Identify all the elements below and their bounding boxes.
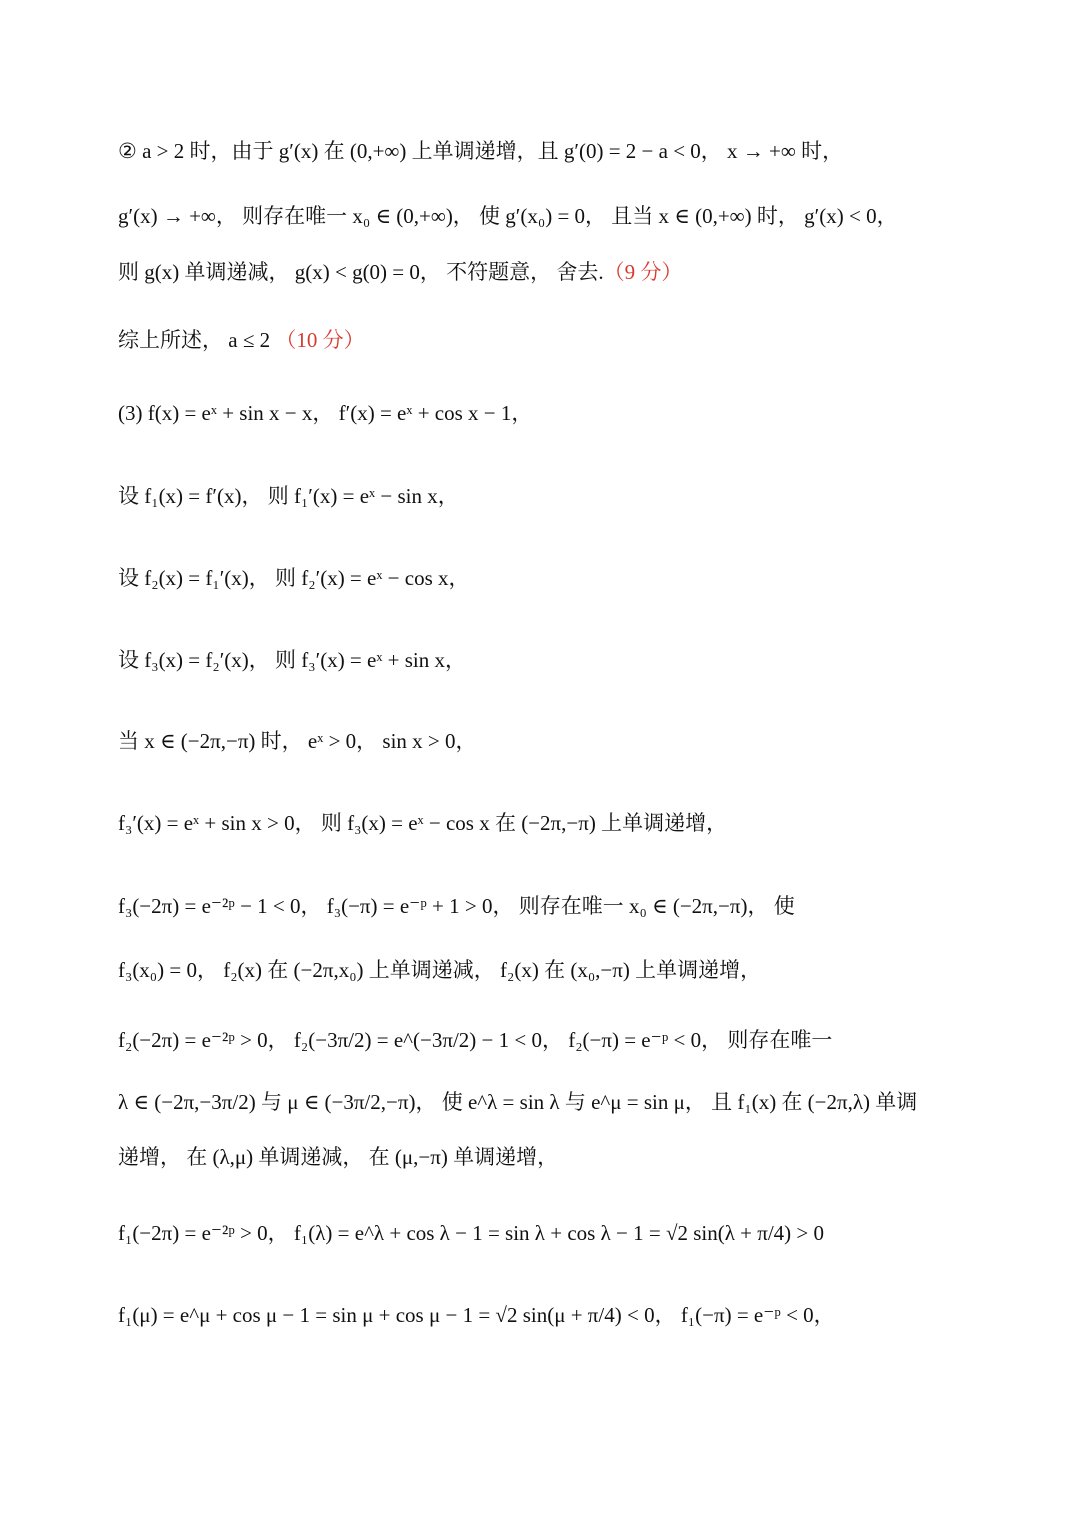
text-line: 设 f₃(x) = f₂′(x)， 则 f₃′(x) = eˣ + sin x， [118, 648, 467, 672]
text-line: f₁(−2π) = e⁻²ᵖ > 0， f₁(λ) = e^λ + cos λ − 1 = sin λ + cos λ − 1 = √2 sin(λ + π/4) > 0 [118, 1221, 825, 1245]
text-line: f₂(−2π) = e⁻²ᵖ > 0， f₂(−3π/2) = e^(−3π/2) − 1 < 0， f₂(−π) = e⁻ᵖ < 0， 则存在唯一 [118, 1028, 833, 1052]
text-line: f₃(x₀) = 0， f₂(x) 在 (−2π,x₀) 上单调递减， f₂(x) 在 (x₀,−π) 上单调递增， [118, 958, 762, 982]
text-line: f₃′(x) = eˣ + sin x > 0， 则 f₃(x) = eˣ − cos x 在 (−2π,−π) 上单调递增， [118, 811, 728, 835]
text-line: (3) f(x) = eˣ + sin x − x， f′(x) = eˣ + cos x − 1， [118, 401, 533, 425]
text-line: 递增， 在 (λ,μ) 单调递减， 在 (μ,−π) 单调递增， [118, 1145, 559, 1169]
score-note: （10 分） [275, 328, 365, 352]
text-line: 设 f₂(x) = f₁′(x)， 则 f₂′(x) = eˣ − cos x， [118, 566, 470, 590]
text-line: f₁(μ) = e^μ + cos μ − 1 = sin μ + cos μ − 1 = √2 sin(μ + π/4) < 0， f₁(−π) = e⁻ᵖ < 0， [118, 1303, 835, 1327]
text-line: g′(x) → +∞， 则存在唯一 x₀ ∈ (0,+∞)， 使 g′(x₀) = 0， 且当 x ∈ (0,+∞) 时， g′(x) < 0， [118, 204, 898, 228]
text-line: 设 f₁(x) = f′(x)， 则 f₁′(x) = eˣ − sin x， [118, 484, 459, 508]
text-line: 当 x ∈ (−2π,−π) 时， eˣ > 0， sin x > 0， [118, 729, 477, 753]
score-note: （9 分） [603, 260, 683, 284]
text-line: λ ∈ (−2π,−3π/2) 与 μ ∈ (−3π/2,−π)， 使 e^λ = sin λ 与 e^μ = sin μ， 且 f₁(x) 在 (−2π,λ) 单调 [118, 1090, 918, 1114]
text-line: 则 g(x) 单调递减， g(x) < g(0) = 0， 不符题意， 舍去.（9 分） [118, 260, 683, 284]
text-line: f₃(−2π) = e⁻²ᵖ − 1 < 0， f₃(−π) = e⁻ᵖ + 1 > 0， 则存在唯一 x₀ ∈ (−2π,−π)， 使 [118, 894, 795, 918]
text-line: ② a > 2 时，由于 g′(x) 在 (0,+∞) 上单调递增，且 g′(0) = 2 − a < 0， x → +∞ 时， [118, 139, 844, 163]
text-line: 综上所述， a ≤ 2 （10 分） [118, 328, 365, 352]
